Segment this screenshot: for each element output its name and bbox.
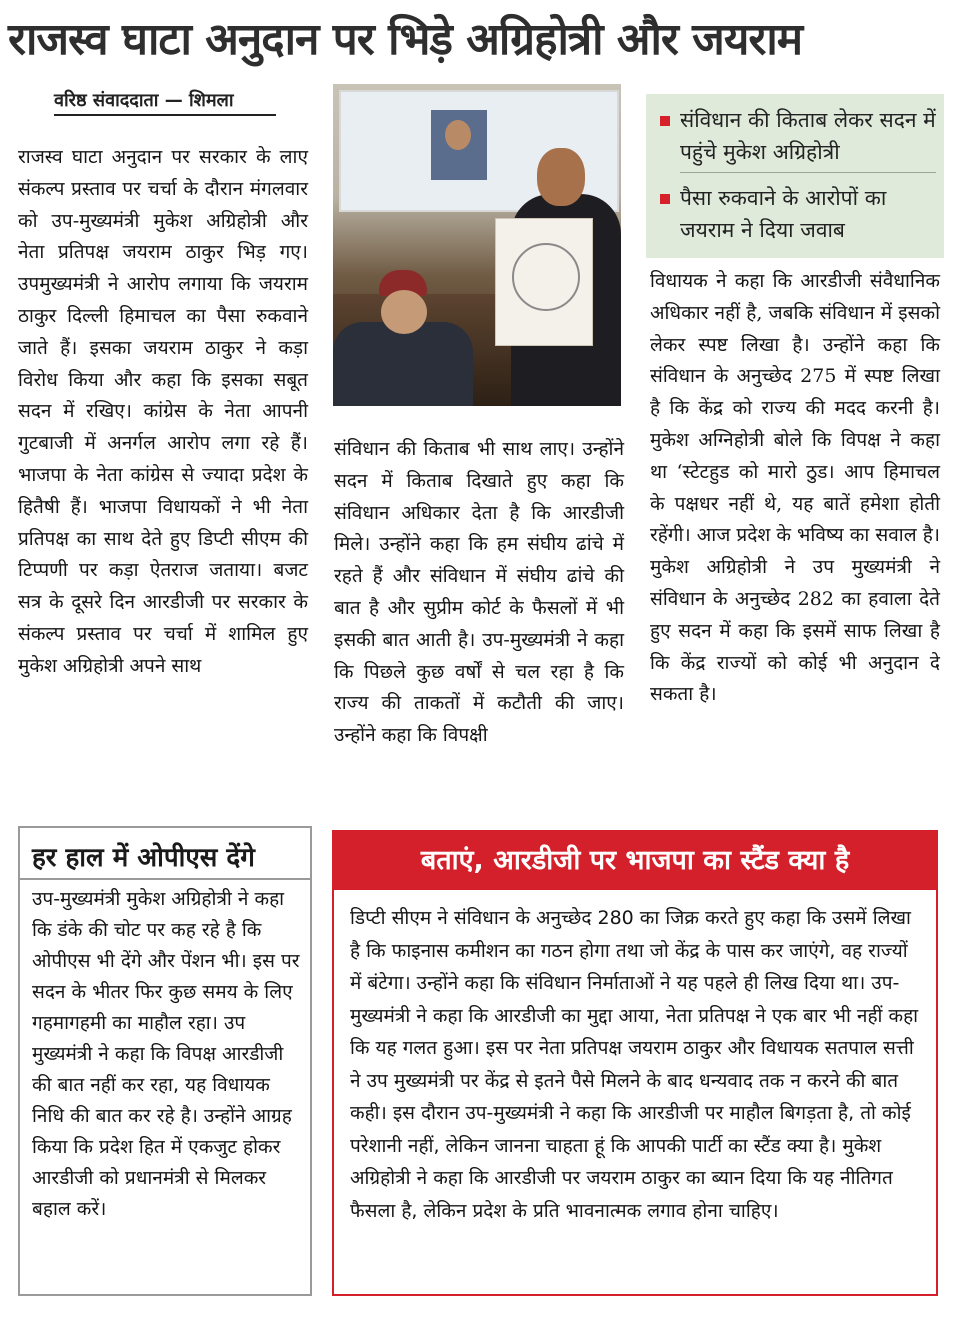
article-column-1: राजस्व घाटा अनुदान पर सरकार के लाए संकल्प प्रस्ताव पर चर्चा के दौरान मंगलवार को उप-मुख्यमंत्री मुकेश अग्रिहोत्री और नेता प्रतिपक्ष जयराम ठाकुर भिड़ गए। उपमुख्यमंत्री ने आरोप लगाया कि जयराम ठाकुर दिल्ली हिमाचल का पैसा रुकवाने जाते हैं। इसका जयराम ठाकुर ने कड़ा विरोध किया और कहा कि इसका सबूत सदन में रखिए। कांग्रेस के नेता आपनी गुटबाजी में अनर्गल आरोप लगा रहे हैं। भाजपा के नेता कांग्रेस से ज्यादा प्रदेश के हितैषी हैं। भाजपा विधायकों ने भी नेता प्रतिपक्ष का साथ देते हुए डिप्टी सीएम की टिप्पणी पर कड़ा ऐतराज जताया। बजट सत्र के दूसरे दिन आरडीजी पर सरकार के संकल्प प्रस्ताव पर चर्चा में शामिल हुए मुकेश अग्रिहोत्री अपने साथ [18,146,308,677]
article-column-2: संविधान की किताब भी साथ लाए। उन्होंने सदन में किताब दिखाते हुए कहा कि संविधान अधिकार देता है कि आरडीजी मिले। उन्होंने कहा कि हम संघीय ढांचे में रहते हैं और संविधान में संघीय ढांचे की बात है और सुप्रीम कोर्ट के फैसलों में भी इसकी बात आती है। उप-मुख्यमंत्री ने कहा कि पिछले कुछ वर्षों से चल रहा है कि राज्य की ताकतों में कटौती की जाए। उन्होंने कहा कि विपक्षी [334,438,624,747]
ops-box-text: उप-मुख्यमंत्री मुकेश अग्रिहोत्री ने कहा कि डंके की चोट पर कह रहे है कि ओपीएस भी देंगे और पेंशन भी। इस पर सदन के भीतर फिर कुछ समय के लिए गहमागहमी का माहौल रहा। उप मुख्यमंत्री ने कहा कि विपक्ष आरडीजी की बात नहीं कर रहा, यह विधायक निधि की बात कर रहे है। उन्होंने आग्रह किया कि प्रदेश हित में एकजुट होकर आरडीजी को प्रधानमंत्री से मिलकर बहाल करें। [32,888,300,1220]
headline: राजस्व घाटा अनुदान पर भिड़े अग्रिहोत्री और जयराम [8,14,803,65]
ops-box-divider [20,878,310,880]
ops-box-title: हर हाल में ओपीएस देंगे [32,843,255,873]
byline: वरिष्ठ संवाददाता — शिमला [54,88,276,116]
article-column-3: विधायक ने कहा कि आरडीजी संवैधानिक अधिकार नहीं है, जबकि संविधान में इसको लेकर स्पष्ट लिखा है। उन्होंने कहा कि संविधान के अनुच्छेद 275 में स्पष्ट लिखा है कि केंद्र को राज्य की मदद करनी है। मुकेश अग्निहोत्री बोले कि विपक्ष ने कहा था ‘स्टेटहुड को मारो ठुड। आप हिमाचल के पक्षधर नहीं थे, यह बातें हमेशा होती रहेंगी। आज प्रदेश के भविष्य का सवाल है। मुकेश अग्रिहोत्री ने उप मुख्यमंत्री ने संविधान के अनुच्छेद 282 का हवाला देते हुए सदन में कहा कि इसमें साफ लिखा है कि केंद्र राज्यों को कोई भी अनुदान दे सकता है। [650,270,940,706]
photo-constitution-book [495,218,593,346]
highlight-text: पैसा रुकवाने के आरोपों का जयराम ने दिया जवाब [680,186,887,242]
photo-seated-person [333,322,473,406]
rdg-box-text: डिप्टी सीएम ने संविधान के अनुच्छेद 280 का जिक्र करते हुए कहा कि उसमें लिखा है कि फाइनास कमीशन का गठन होगा तथा जो केंद्र के पास कर जाएंगे, वह राज्यों में बंटेगा। उन्होंने कहा कि संविधान निर्माताओं ने यह पहले ही लिख दिया था। उप-मुख्यमंत्री ने कहा कि आरडीजी का मुद्दा आया, नेता प्रतिपक्ष ने एक बार भी नहीं कहा कि यह गलत हुआ। इस पर नेता प्रतिपक्ष जयराम ठाकुर और विधायक सतपाल सत्ती ने उप मुख्यमंत्री पर केंद्र से इतने पैसे मिलने के बाद धन्यवाद तक न करने की बात कही। इस दौरान उप-मुख्यमंत्री ने कहा कि आरडीजी पर माहौल बिगड़ता है, तो कोई परेशानी नहीं, लेकिन जानना चाहता हूं कि आपकी पार्टी का स्टैंड क्या है। मुकेश अग्रिहोत्री ने कहा कि आरडीजी पर जयराम ठाकुर का ब्यान दिया कि यह नीतिगत फैसला है, लेकिन प्रदेश के प्रति भावनात्मक लगाव होना चाहिए। [350,907,919,1222]
highlight-item [660,104,940,168]
rdg-box [332,830,938,1296]
highlights-box [646,94,944,258]
highlight-divider [680,172,936,173]
red-square-bullet-icon [660,116,670,126]
red-square-bullet-icon [660,194,670,204]
news-photo [333,84,621,406]
ops-box [18,826,312,1296]
highlight-item [660,182,940,246]
photo-screen-portrait [431,110,487,180]
highlight-text: संविधान की किताब लेकर सदन में पहुंचे मुकेश अग्रिहोत्री [680,108,936,164]
rdg-box-title: बताएं, आरडीजी पर भाजपा का स्टैंड क्या है [334,832,936,890]
